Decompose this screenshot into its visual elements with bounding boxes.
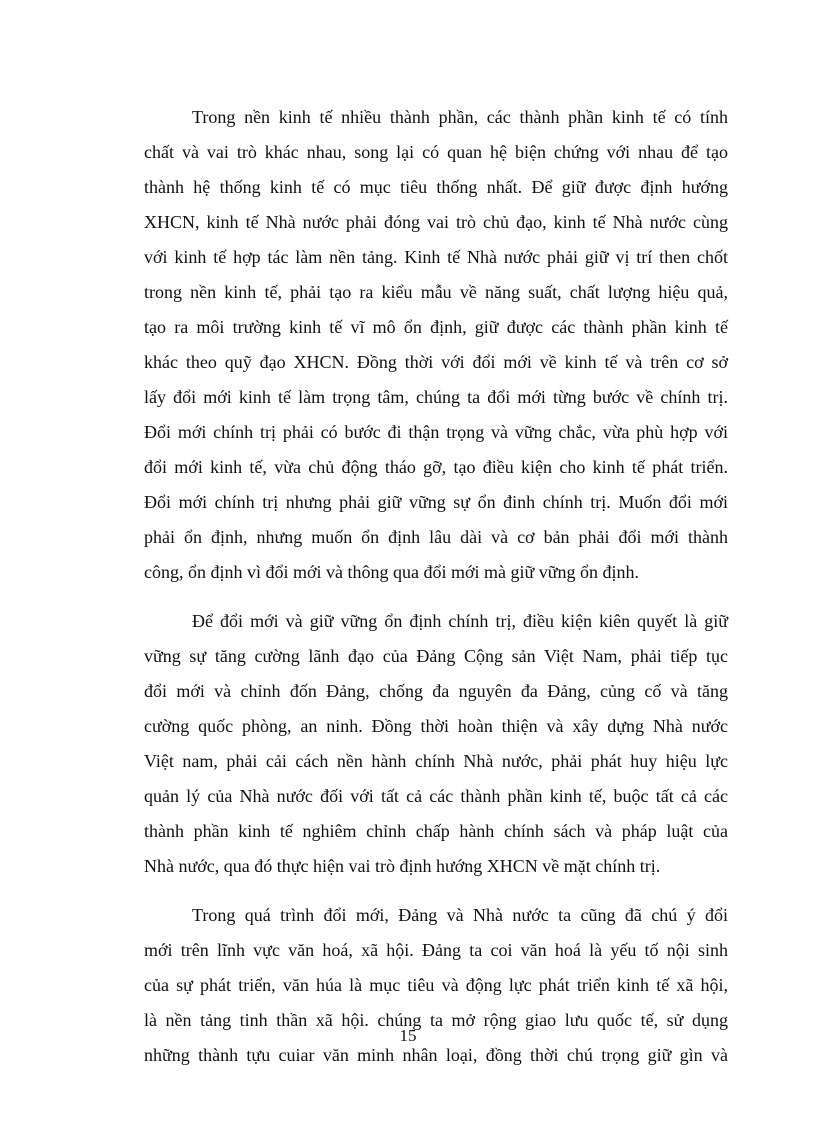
text-body — [144, 100, 728, 1087]
text-line: công, ổn định vì đổi mới và thông qua đổi mới mà giữ vững ổn định. — [144, 562, 640, 582]
text-line: vững sự tăng cường lãnh đạo của Đảng Cộng sản Việt Nam, phải tiếp tục — [144, 646, 728, 666]
text-line: của sự phát triển, văn húa là mục tiêu và động lực phát triển kinh tế xã hội, — [144, 975, 728, 995]
paragraph — [144, 100, 728, 590]
text-line: lấy đổi mới kinh tế làm trọng tâm, chúng ta đổi mới từng bước về chính trị. — [144, 387, 728, 407]
text-line: Việt nam, phải cải cách nền hành chính Nhà nước, phải phát huy hiệu lực — [144, 751, 728, 771]
text-line: Trong nền kinh tế nhiều thành phần, các thành phần kinh tế có tính — [192, 107, 728, 127]
text-line: đổi mới và chỉnh đốn Đảng, chống đa nguyên đa Đảng, củng cố và tăng — [144, 681, 728, 701]
text-line: là nền tảng tinh thần xã hội. chúng ta mở rộng giao lưu quốc tế, sử dụng — [144, 1010, 728, 1030]
text-line: trong nền kinh tế, phải tạo ra kiểu mẫu về năng suất, chất lượng hiệu quả, — [144, 282, 728, 302]
text-line: Trong quá trình đổi mới, Đảng và Nhà nước ta cũng đã chú ý đổi — [192, 905, 728, 925]
text-line: mới trên lĩnh vực văn hoá, xã hội. Đảng ta coi văn hoá là yếu tố nội sinh — [144, 940, 728, 960]
text-line: đổi mới kinh tế, vừa chủ động tháo gỡ, tạo điều kiện cho kinh tế phát triển. — [144, 457, 728, 477]
text-line: cường quốc phòng, an ninh. Đồng thời hoàn thiện và xây dựng Nhà nước — [144, 716, 728, 736]
text-line: phải ổn định, nhưng muốn ổn định lâu dài và cơ bản phải đổi mới thành — [144, 527, 728, 547]
page-number: 15 — [399, 1026, 417, 1045]
text-line: những thành tựu cuiar văn minh nhân loại, đồng thời chú trọng giữ gìn và — [144, 1045, 728, 1065]
text-line: chất và vai trò khác nhau, song lại có quan hệ biện chứng với nhau để tạo — [144, 142, 728, 162]
text-line: khác theo quỹ đạo XHCN. Đồng thời với đổi mới về kinh tế và trên cơ sở — [144, 352, 728, 372]
text-line: Nhà nước, qua đó thực hiện vai trò định hướng XHCN về mặt chính trị. — [144, 856, 661, 876]
text-line: Để đổi mới và giữ vững ổn định chính trị, điều kiện kiên quyết là giữ — [192, 611, 728, 631]
text-line: Đổi mới chính trị nhưng phải giữ vững sự ổn đinh chính trị. Muốn đổi mới — [144, 492, 728, 512]
text-line: thành hệ thống kinh tế có mục tiêu thống nhất. Để giữ được định hướng — [144, 177, 728, 197]
text-line: thành phần kinh tế nghiêm chỉnh chấp hành chính sách và pháp luật của — [144, 821, 728, 841]
text-line: tạo ra môi trường kinh tế vĩ mô ổn định, giữ được các thành phần kinh tế — [144, 317, 728, 337]
text-line: XHCN, kinh tế Nhà nước phải đóng vai trò chủ đạo, kinh tế Nhà nước cùng — [144, 212, 728, 232]
text-line: Đổi mới chính trị phải có bước đi thận trọng và vững chắc, vừa phù hợp với — [144, 422, 728, 442]
paragraph — [144, 898, 728, 1073]
text-line: với kinh tế hợp tác làm nền tảng. Kinh tế Nhà nước phải giữ vị trí then chốt — [144, 247, 728, 267]
paragraph — [144, 604, 728, 884]
text-line: quản lý của Nhà nước đối với tất cả các thành phần kinh tế, buộc tất cả các — [144, 786, 728, 806]
